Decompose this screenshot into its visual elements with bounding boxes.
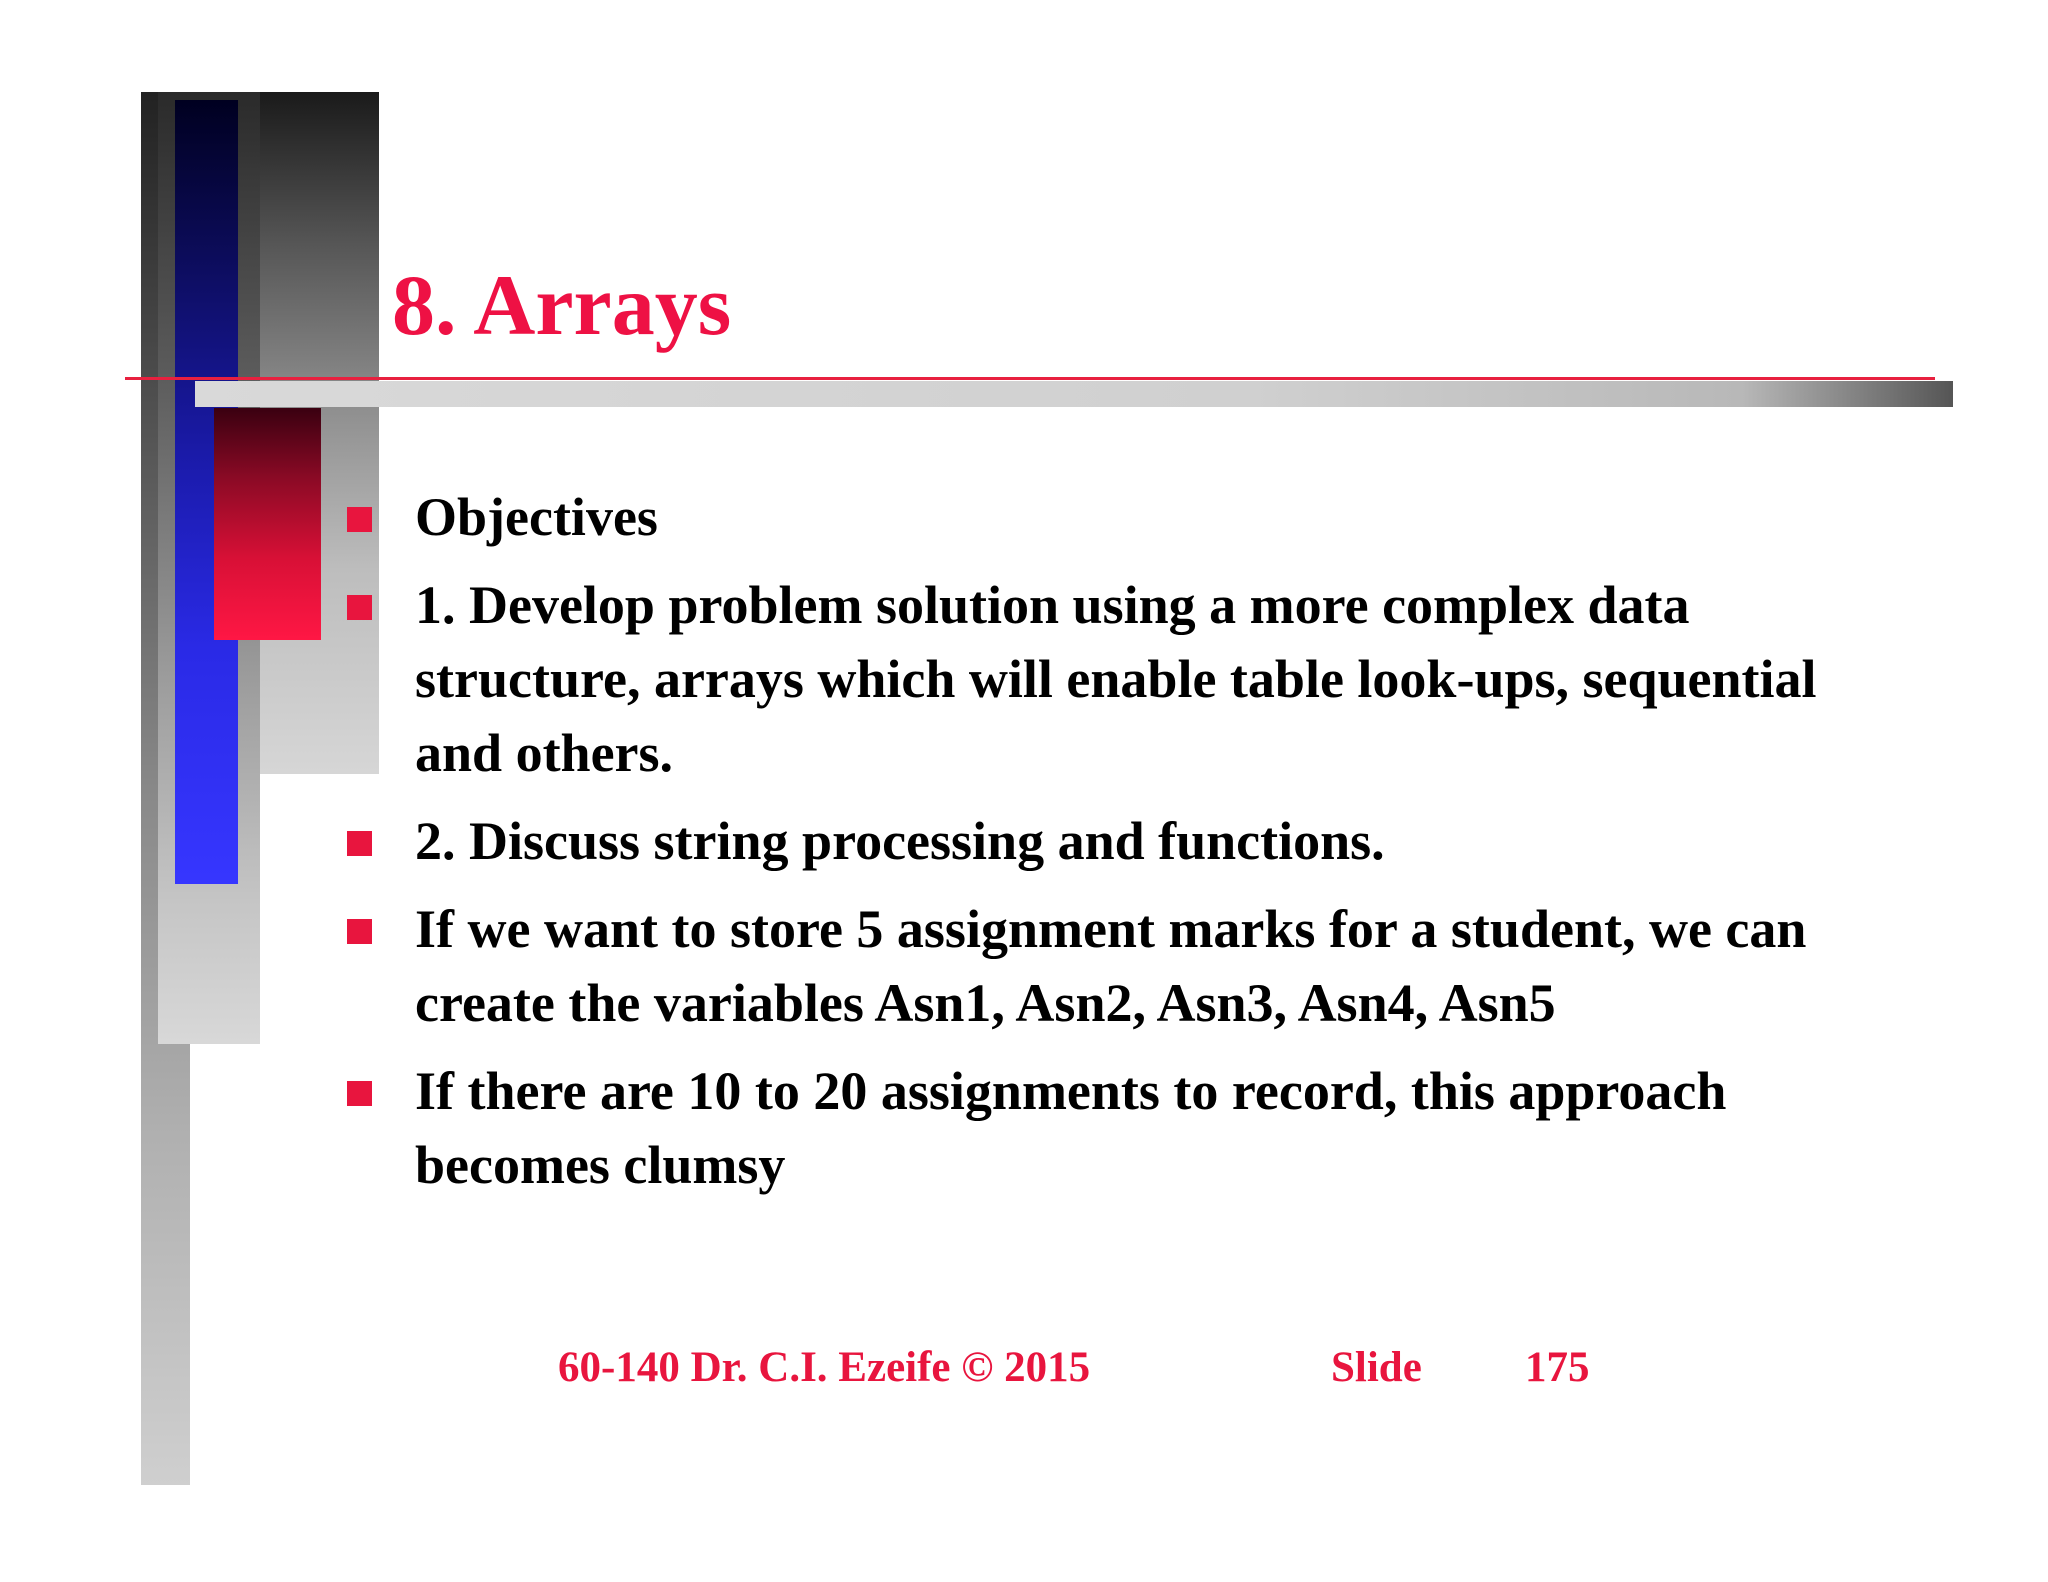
square-bullet-icon — [347, 595, 372, 620]
bullet-text: Objectives — [415, 487, 658, 547]
decor-red-block — [214, 408, 321, 640]
bullet-text: If we want to store 5 assignment marks for a student, we can create the variables Asn1, Asn2, Asn3, Asn4, Asn5 — [415, 899, 1807, 1033]
square-bullet-icon — [347, 1081, 372, 1106]
bullet-item-five-marks — [344, 892, 1904, 1040]
square-bullet-icon — [347, 831, 372, 856]
bullet-item-objectives — [344, 480, 1904, 554]
bullet-text: 2. Discuss string processing and functions. — [415, 811, 1385, 871]
footer-slide-label: Slide — [1331, 1344, 1422, 1391]
footer-course-author: 60-140 Dr. C.I. Ezeife © 2015 — [558, 1344, 1091, 1391]
square-bullet-icon — [347, 919, 372, 944]
square-bullet-icon — [347, 507, 372, 532]
bullet-item-clumsy — [344, 1054, 1904, 1202]
bullet-list — [344, 480, 1904, 1216]
bullet-text: 1. Develop problem solution using a more complex data structure, arrays which will enable table look-ups, sequential and others. — [415, 575, 1817, 783]
bullet-item-objective-1 — [344, 568, 1904, 790]
title-rule-red — [125, 377, 1935, 380]
footer-slide-number: 175 — [1525, 1344, 1590, 1391]
slide-title: 8. Arrays — [392, 257, 732, 353]
title-rule-shadow — [195, 381, 1953, 407]
bullet-text: If there are 10 to 20 assignments to record, this approach becomes clumsy — [415, 1061, 1727, 1195]
bullet-item-objective-2 — [344, 804, 1904, 878]
